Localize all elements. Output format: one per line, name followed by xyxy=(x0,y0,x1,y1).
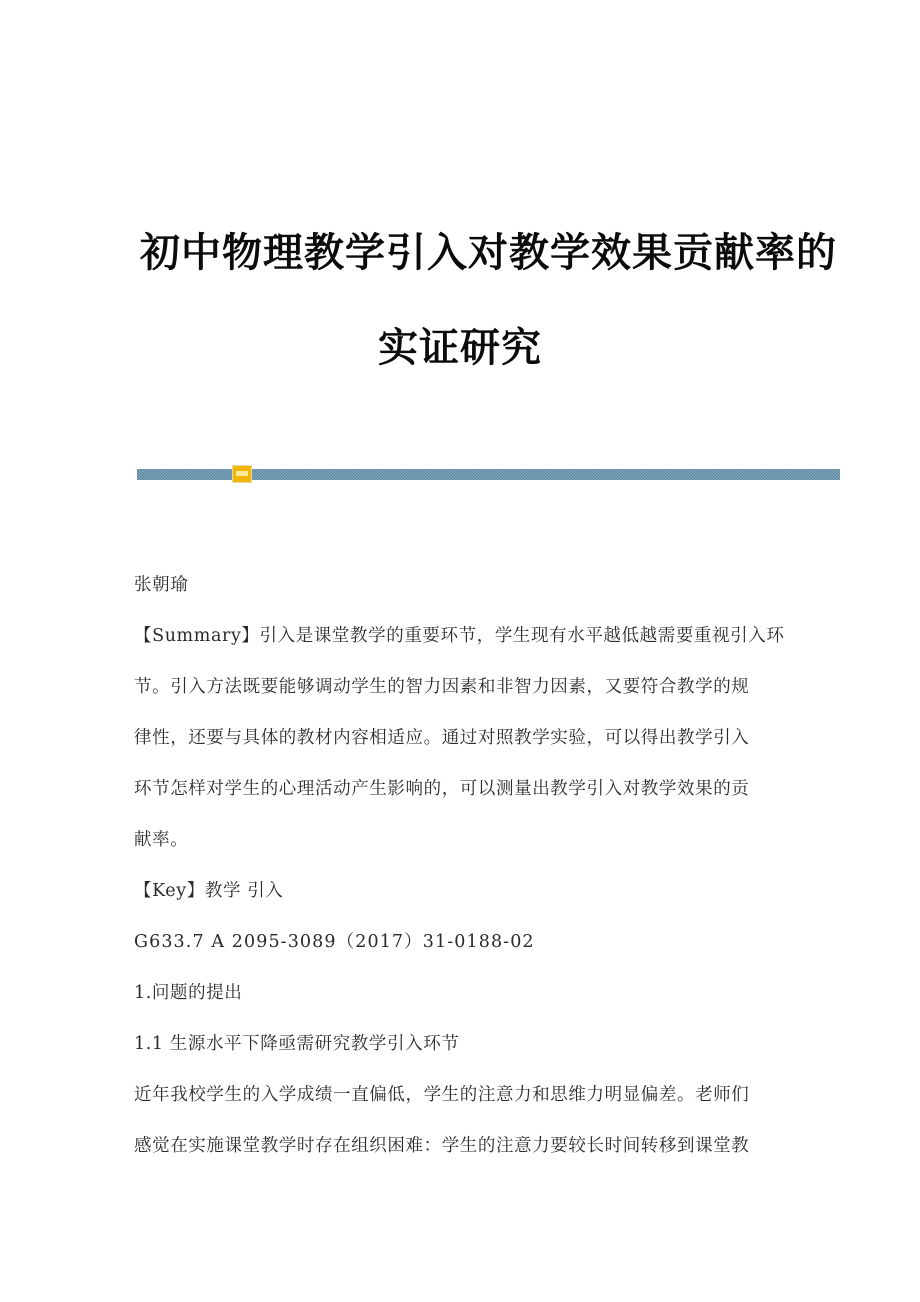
decorative-divider xyxy=(137,468,840,481)
section-heading-1: 1.问题的提出 xyxy=(134,983,243,1003)
body-line-1: 近年我校学生的入学成绩一直偏低，学生的注意力和思维力明显偏差。老师们 xyxy=(134,1085,750,1105)
abstract-line-1: 【Summary】引入是课堂教学的重要环节，学生现有水平越低越需要重视引入环 xyxy=(134,626,785,646)
classification-line: G633.7 A 2095-3089（2017）31-0188-02 xyxy=(134,932,535,952)
document-body xyxy=(134,560,785,1172)
section-heading-1-1: 1.1 生源水平下降亟需研究教学引入环节 xyxy=(134,1034,460,1054)
abstract-line-2: 节。引入方法既要能够调动学生的智力因素和非智力因素，又要符合教学的规 xyxy=(134,677,750,697)
abstract-line-4: 环节怎样对学生的心理活动产生影响的，可以测量出教学引入对教学效果的贡 xyxy=(134,779,750,799)
page-title xyxy=(140,205,837,395)
title-line-1: 初中物理教学引入对教学效果贡献率的 xyxy=(140,229,837,276)
abstract-line-5: 献率。 xyxy=(134,830,189,850)
body-line-2: 感觉在实施课堂教学时存在组织困难：学生的注意力要较长时间转移到课堂教 xyxy=(134,1136,750,1156)
author-name: 张朝瑜 xyxy=(134,575,189,595)
title-line-2: 实证研究 xyxy=(378,324,542,371)
diamond-ornament-icon xyxy=(232,465,252,483)
abstract-line-3: 律性，还要与具体的教材内容相适应。通过对照教学实验，可以得出教学引入 xyxy=(134,728,750,748)
keywords-line: 【Key】教学 引入 xyxy=(134,881,284,901)
